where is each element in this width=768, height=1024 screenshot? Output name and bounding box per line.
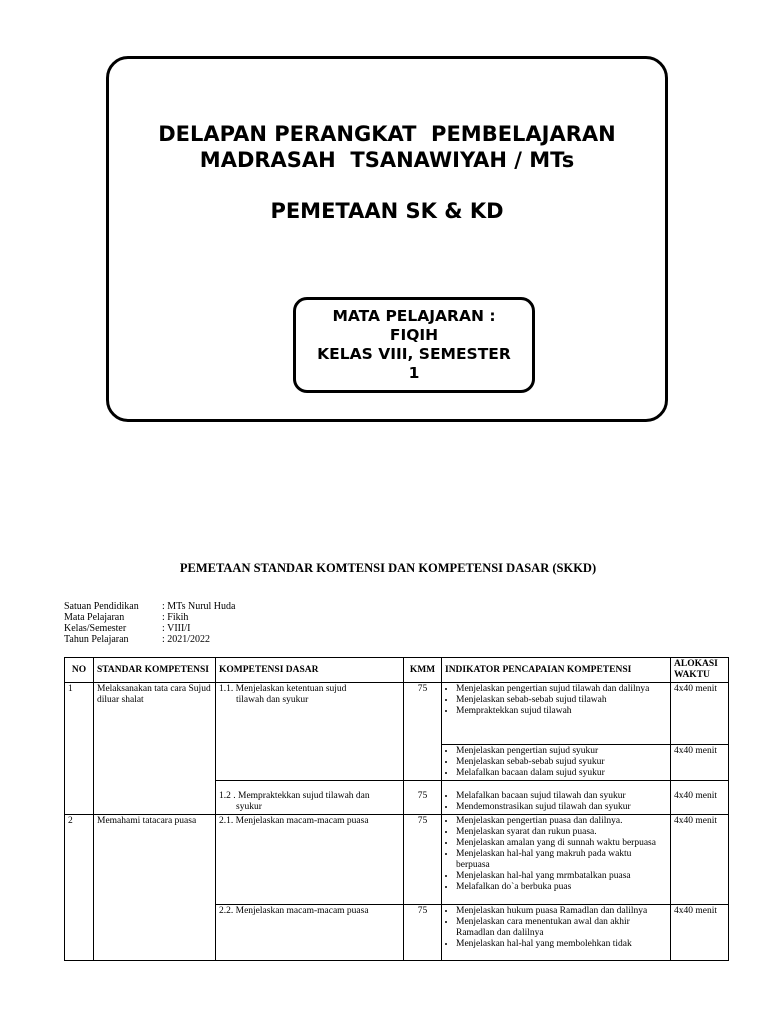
cover-box <box>106 56 668 422</box>
indicator-item: • Menjelaskan cara menentukan awal dan akhir Ramadlan dan dalilnya <box>456 917 667 939</box>
cell-sk: Melaksanakan tata cara Sujud diluar shalat <box>94 683 216 815</box>
cell-waktu: 4x40 menit <box>671 815 729 905</box>
kd-text-cont: tilawah dan syukur <box>236 695 309 705</box>
indicator-item: • Mendemonstrasikan sujud tilawah dan syukur <box>456 802 667 813</box>
subject-box <box>293 297 535 393</box>
info-label: Satuan Pendidikan <box>64 601 139 612</box>
info-value: : VIII/I <box>162 623 191 634</box>
info-label: Tahun Pelajaran <box>64 634 129 645</box>
kd-text: 1.1. Menjelaskan ketentuan sujud <box>219 684 347 694</box>
cover-title <box>109 121 665 173</box>
cell-sk: Memahami tatacara puasa <box>94 815 216 961</box>
table-header-row <box>65 658 729 683</box>
info-value: : 2021/2022 <box>162 634 211 645</box>
cell-indikator <box>442 745 671 781</box>
cell-kd <box>216 683 404 781</box>
indicator-item: • Menjelaskan syarat dan rukun puasa. <box>456 827 667 838</box>
info-value: : Fikih <box>162 612 189 623</box>
cell-waktu: 4x40 menit <box>671 745 729 781</box>
header-sk: STANDAR KOMPETENSI <box>94 658 216 683</box>
subject-line2: FIQIH <box>389 326 439 344</box>
indicator-item: • Menjelaskan hal-hal yang makruh pada waktu berpuasa <box>456 849 667 871</box>
cell-kd: 2.2. Menjelaskan macam-macam puasa <box>216 905 404 961</box>
indicator-item: • Menjelaskan pengertian puasa dan dalilnya. <box>456 816 667 827</box>
indicator-item: • Menjelaskan sebab-sebab sujud syukur <box>456 757 667 768</box>
info-row <box>64 623 235 634</box>
indicator-item: • Menjelaskan amalan yang di sunnah waktu berpuasa <box>456 838 667 849</box>
subject-line1: MATA PELAJARAN : <box>332 307 496 325</box>
header-waktu: ALOKASI WAKTU <box>671 658 729 683</box>
cell-waktu: 4x40 menit <box>671 683 729 745</box>
header-indikator: INDIKATOR PENCAPAIAN KOMPETENSI <box>442 658 671 683</box>
indicator-item: • Melafalkan do`a berbuka puas <box>456 882 667 893</box>
cell-waktu: 4x40 menit <box>671 905 729 961</box>
kd-text-cont: syukur <box>236 802 262 812</box>
cell-no: 1 <box>65 683 94 815</box>
indicator-item: • Menjelaskan hal-hal yang membolehkan tidak <box>456 939 667 950</box>
indicator-item: • Menjelaskan sebab-sebab sujud tilawah <box>456 695 667 706</box>
document-heading: PEMETAAN STANDAR KOMTENSI DAN KOMPETENSI DASAR (SKKD) <box>179 561 597 575</box>
kd-text: 1.2 . Mempraktekkan sujud tilawah dan <box>219 791 370 801</box>
cell-kmm: 75 <box>404 683 442 781</box>
table-row <box>65 683 729 745</box>
info-row <box>64 634 235 645</box>
cell-kmm: 75 <box>404 781 442 815</box>
indicator-item: • Menjelaskan pengertian sujud syukur <box>456 746 667 757</box>
indicator-item: • Menjelaskan hukum puasa Ramadlan dan dalilnya <box>456 906 667 917</box>
indicator-item: • Menjelaskan hal-hal yang mrmbatalkan puasa <box>456 871 667 882</box>
cover-title-line1: DELAPAN PERANGKAT PEMBELAJARAN <box>158 122 616 146</box>
cell-no: 2 <box>65 815 94 961</box>
header-no: NO <box>65 658 94 683</box>
header-kmm: KMM <box>404 658 442 683</box>
subject-line4: 1 <box>408 364 420 382</box>
cell-kd <box>216 781 404 815</box>
cell-indikator <box>442 905 671 961</box>
skkd-table <box>64 657 729 961</box>
cell-indikator <box>442 781 671 815</box>
indicator-item: • Mempraktekkan sujud tilawah <box>456 706 667 717</box>
cell-kmm: 75 <box>404 815 442 905</box>
cover-title-line2: MADRASAH TSANAWIYAH / MTs <box>199 148 575 172</box>
info-value: : MTs Nurul Huda <box>162 601 236 612</box>
subject-line3: KELAS VIII, SEMESTER <box>317 345 511 363</box>
indicator-item: • Menjelaskan pengertian sujud tilawah dan dalilnya <box>456 684 667 695</box>
indicator-item: • Melafalkan bacaan sujud tilawah dan syukur <box>456 791 667 802</box>
cell-kmm: 75 <box>404 905 442 961</box>
table-row <box>65 815 729 905</box>
info-label: Kelas/Semester <box>64 623 127 634</box>
info-row <box>64 601 235 612</box>
info-row <box>64 612 235 623</box>
indicator-item: • Melafalkan bacaan dalam sujud syukur <box>456 768 667 779</box>
document-info <box>64 601 235 645</box>
info-label: Mata Pelajaran <box>64 612 125 623</box>
cell-indikator <box>442 815 671 905</box>
header-kd: KOMPETENSI DASAR <box>216 658 404 683</box>
cell-kd: 2.1. Menjelaskan macam-macam puasa <box>216 815 404 905</box>
cover-subtitle: PEMETAAN SK & KD <box>270 199 504 223</box>
cell-waktu: 4x40 menit <box>671 781 729 815</box>
cell-indikator <box>442 683 671 745</box>
